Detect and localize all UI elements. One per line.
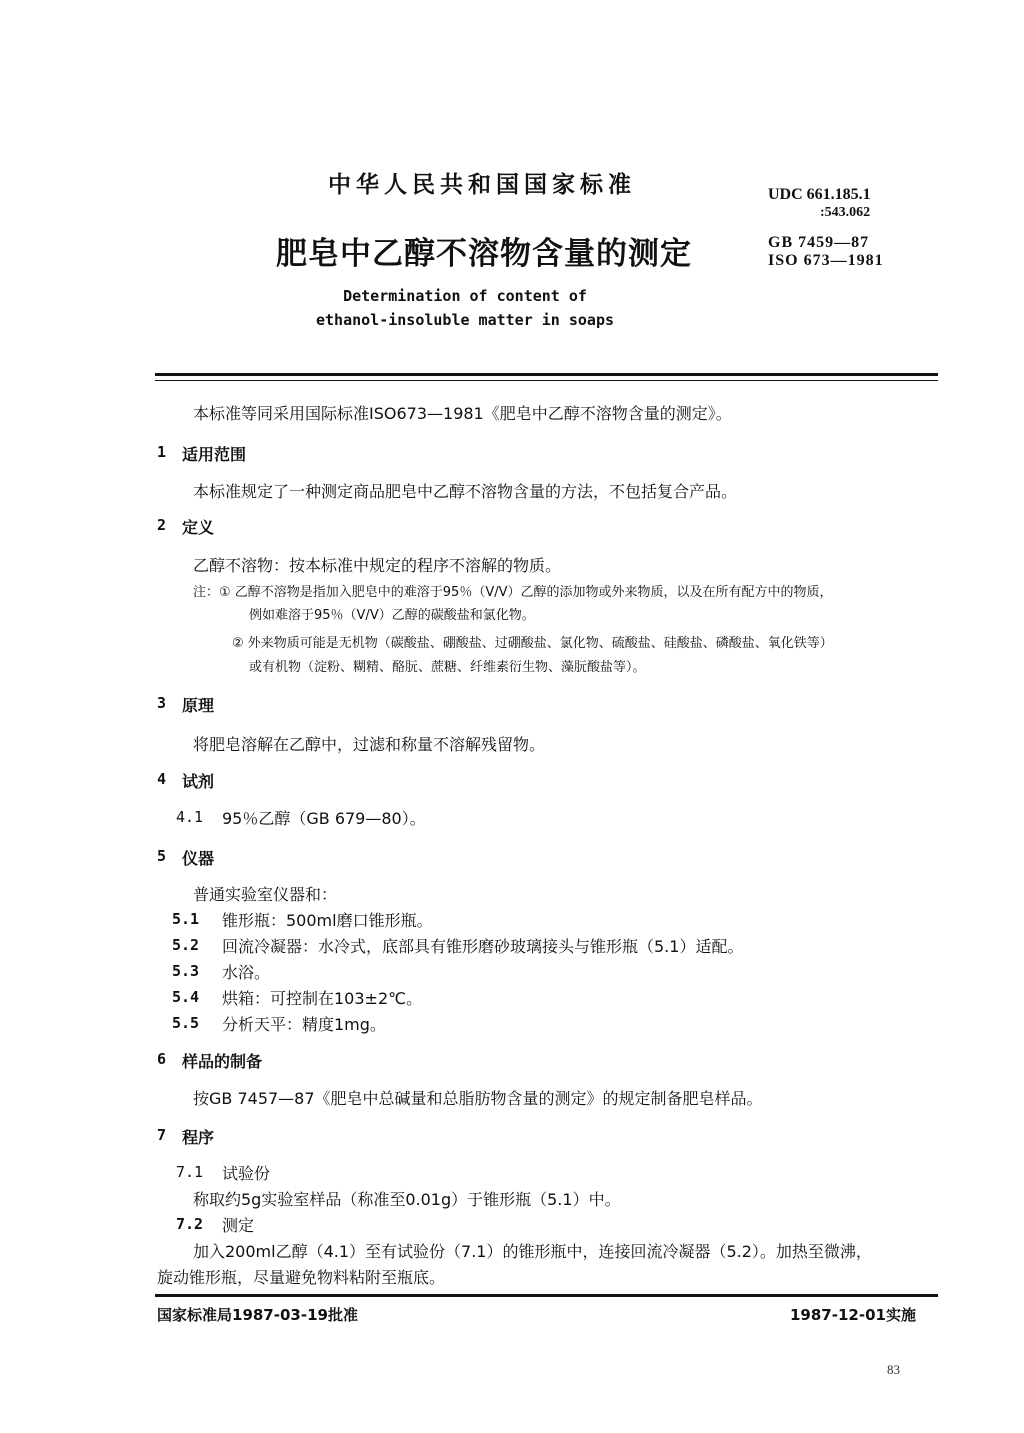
section-3-title: 原理 (182, 696, 215, 715)
english-title-line-2: ethanol-insoluble matter in soaps (315, 311, 614, 329)
note-1-line-2: 例如难溶于95％（V/V）乙醇的碳酸盐和氯化物。 (249, 608, 535, 623)
section-3-text: 将肥皂溶解在乙醇中，过滤和称量不溶解残留物。 (193, 735, 546, 754)
footer-rule (155, 1294, 938, 1297)
section-1-text: 本标准规定了一种测定商品肥皂中乙醇不溶物含量的方法，不包括复合产品。 (193, 482, 738, 501)
item-5-2-text: 回流冷凝器：水冷式，底部具有锥形磨砂玻璃接头与锥形瓶（5.1）适配。 (222, 937, 744, 956)
item-5-5-number: 5.5 (172, 1014, 200, 1032)
udc-line-1: UDC 661.185.1 (768, 186, 871, 203)
item-7-2-text-line-1: 加入200ml乙醇（4.1）至有试验份（7.1）的锥形瓶中，连接回流冷凝器（5.2）。加热至微沸， (193, 1242, 872, 1261)
item-5-3-number: 5.3 (172, 962, 200, 980)
item-4-1-number: 4.1 (176, 808, 204, 826)
effective-date: 1987-12-01实施 (790, 1306, 916, 1324)
section-3-number: 3 (157, 694, 167, 712)
issuing-authority: 中华人民共和国国家标准 (328, 172, 636, 198)
section-6-number: 6 (157, 1050, 167, 1068)
approval-date: 国家标准局1987-03-19批准 (157, 1306, 358, 1324)
item-7-1-title: 试验份 (222, 1164, 271, 1183)
note-2-line-2: 或有机物（淀粉、糊精、酪朊、蔗糖、纤维素衍生物、藻朊酸盐等）。 (249, 660, 646, 675)
header-rule-thin (155, 380, 938, 381)
item-4-1-text: 95％乙醇（GB 679—80）。 (222, 809, 426, 828)
standard-numbers (768, 234, 884, 270)
section-2-title: 定义 (182, 518, 215, 537)
item-5-3-text: 水浴。 (222, 963, 271, 982)
intro-paragraph: 本标准等同采用国际标准ISO673—1981《肥皂中乙醇不溶物含量的测定》。 (193, 404, 732, 423)
item-5-1-text: 锥形瓶：500ml磨口锥形瓶。 (222, 911, 433, 930)
section-4-title: 试剂 (182, 772, 215, 791)
header-rule (155, 373, 938, 376)
page-number: 83 (887, 1362, 900, 1377)
udc-line-2: :543.062 (820, 205, 871, 220)
section-5-intro: 普通实验室仪器和： (193, 885, 338, 904)
section-5-number: 5 (157, 847, 167, 865)
item-5-5-text: 分析天平：精度1mg。 (222, 1015, 386, 1034)
item-5-2-number: 5.2 (172, 936, 200, 954)
gb-number: GB 7459—87 (768, 234, 870, 251)
section-2-number: 2 (157, 516, 167, 534)
item-5-4-number: 5.4 (172, 988, 200, 1006)
note-2-line-1: ② 外来物质可能是无机物（碳酸盐、硼酸盐、过硼酸盐、氯化物、硫酸盐、硅酸盐、磷酸盐、氧化铁等） (232, 636, 833, 651)
item-5-4-text: 烘箱：可控制在103±2℃。 (222, 989, 423, 1008)
section-6-text: 按GB 7457—87《肥皂中总碱量和总脂肪物含量的测定》的规定制备肥皂样品。 (193, 1089, 763, 1108)
english-title-line-1: Determination of content of (343, 287, 587, 305)
item-7-2-title: 测定 (222, 1216, 255, 1235)
item-7-1-text: 称取约5g实验室样品（称准至0.01g）于锥形瓶（5.1）中。 (193, 1190, 621, 1209)
section-5-title: 仪器 (182, 849, 215, 868)
udc-code (768, 186, 871, 222)
section-7-title: 程序 (182, 1128, 215, 1147)
iso-number: ISO 673—1981 (768, 252, 884, 269)
document-title: 肥皂中乙醇不溶物含量的测定 (276, 236, 692, 272)
section-2-definition: 乙醇不溶物：按本标准中规定的程序不溶解的物质。 (193, 556, 562, 575)
section-4-number: 4 (157, 770, 167, 788)
section-7-number: 7 (157, 1126, 167, 1144)
note-1-line-1: 注：① 乙醇不溶物是指加入肥皂中的难溶于95％（V/V）乙醇的添加物或外来物质，以及在所有配方中的物质， (193, 585, 833, 600)
item-7-1-number: 7.1 (176, 1163, 204, 1181)
section-1-title: 适用范围 (182, 445, 247, 464)
item-5-1-number: 5.1 (172, 910, 200, 928)
item-7-2-text-line-2: 旋动锥形瓶，尽量避免物料粘附至瓶底。 (157, 1268, 446, 1287)
section-1-number: 1 (157, 443, 167, 461)
section-6-title: 样品的制备 (182, 1052, 263, 1071)
item-7-2-number: 7.2 (176, 1215, 204, 1233)
